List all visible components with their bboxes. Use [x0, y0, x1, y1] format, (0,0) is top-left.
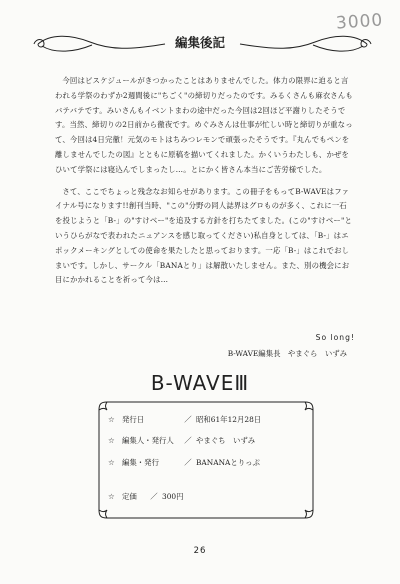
afterword-paragraph-1: 今回はビスケジュールがきつかったことはありませんでした。体力の限界に迫ると言われる学祭のわずか2週間後に"ちごく"の締切りだったのです。みるくさんも麻衣さんもバテバテです。みいさんもイベントまわの途中だった今回は2回ほど平謝りしたそうです。当然、締切りの2日前から徹夜です。めぐみさんは仕事が忙しい時と締切りが重なって、今回は4日完徹！元気のモトはちみつレモンで頑張ったそうです。『丸んでもペンを離しませんでしたの図』とともに原稿を描いてくれました。かくいうわたしも、かぜをひいて学祭には寝込んでしまったし…。とにかく皆さん本当にご苦労様でした。: [55, 76, 353, 174]
page-number: 26: [193, 546, 207, 556]
colophon-value: 昭和61年12月28日: [196, 415, 262, 424]
colophon-separator: ／: [184, 458, 192, 467]
colophon-value: 300円: [162, 492, 184, 501]
colophon-row-publisher: [108, 457, 260, 468]
so-long-text: So long!: [315, 333, 355, 342]
colophon-value: BANANAとりっぷ: [196, 458, 260, 467]
signoff: [55, 330, 355, 362]
colophon-value: やまぐち いずみ: [196, 436, 256, 445]
star-icon: ☆: [108, 458, 115, 467]
colophon-separator: ／: [150, 492, 158, 501]
star-icon: ☆: [108, 415, 115, 424]
colophon-label: 編集・発行: [122, 458, 159, 467]
afterword-paragraph-2: さて、ここでちょっと残念なお知らせがあります。この冊子をもってB-WAVEはファイナル号になります!!創刊当時、"この"分野の同人誌界はグロものが多く、これに一石を投じようと「B-」の"すけべー"を追及する方針を打ちたてました。(この"すけべー"というひらがなで表われたニュアンスを感じ取ってください)私自身としては、「B-」はエポックメーキングとしての使命を果たしたと思っております。一応「B-」はこれでおしまいです。しかし、サークル「BANAとり」は解散いたしません。また、別の機会にお目にかかれることを祈って今は…: [55, 186, 353, 285]
colophon-separator: ／: [184, 436, 192, 445]
colophon-row-editor: [108, 435, 255, 446]
colophon-label: 発行日: [122, 415, 145, 424]
editor-signature: B-WAVE編集長 やまぐら いずみ: [227, 349, 347, 358]
star-icon: ☆: [108, 436, 115, 445]
star-icon: ☆: [108, 492, 115, 501]
colophon-separator: ／: [184, 415, 192, 424]
handwritten-price-note: 3000: [335, 10, 384, 34]
colophon-label: 編集人・発行人: [122, 436, 174, 445]
colophon-label: 定価: [122, 492, 137, 501]
afterword-body: [55, 74, 353, 288]
afterword-title: 編集後記: [174, 35, 225, 50]
colophon-title: B-WAVEⅢ: [150, 371, 250, 395]
colophon-row-issue-date: [108, 414, 261, 425]
colophon-row-price: [108, 491, 184, 502]
